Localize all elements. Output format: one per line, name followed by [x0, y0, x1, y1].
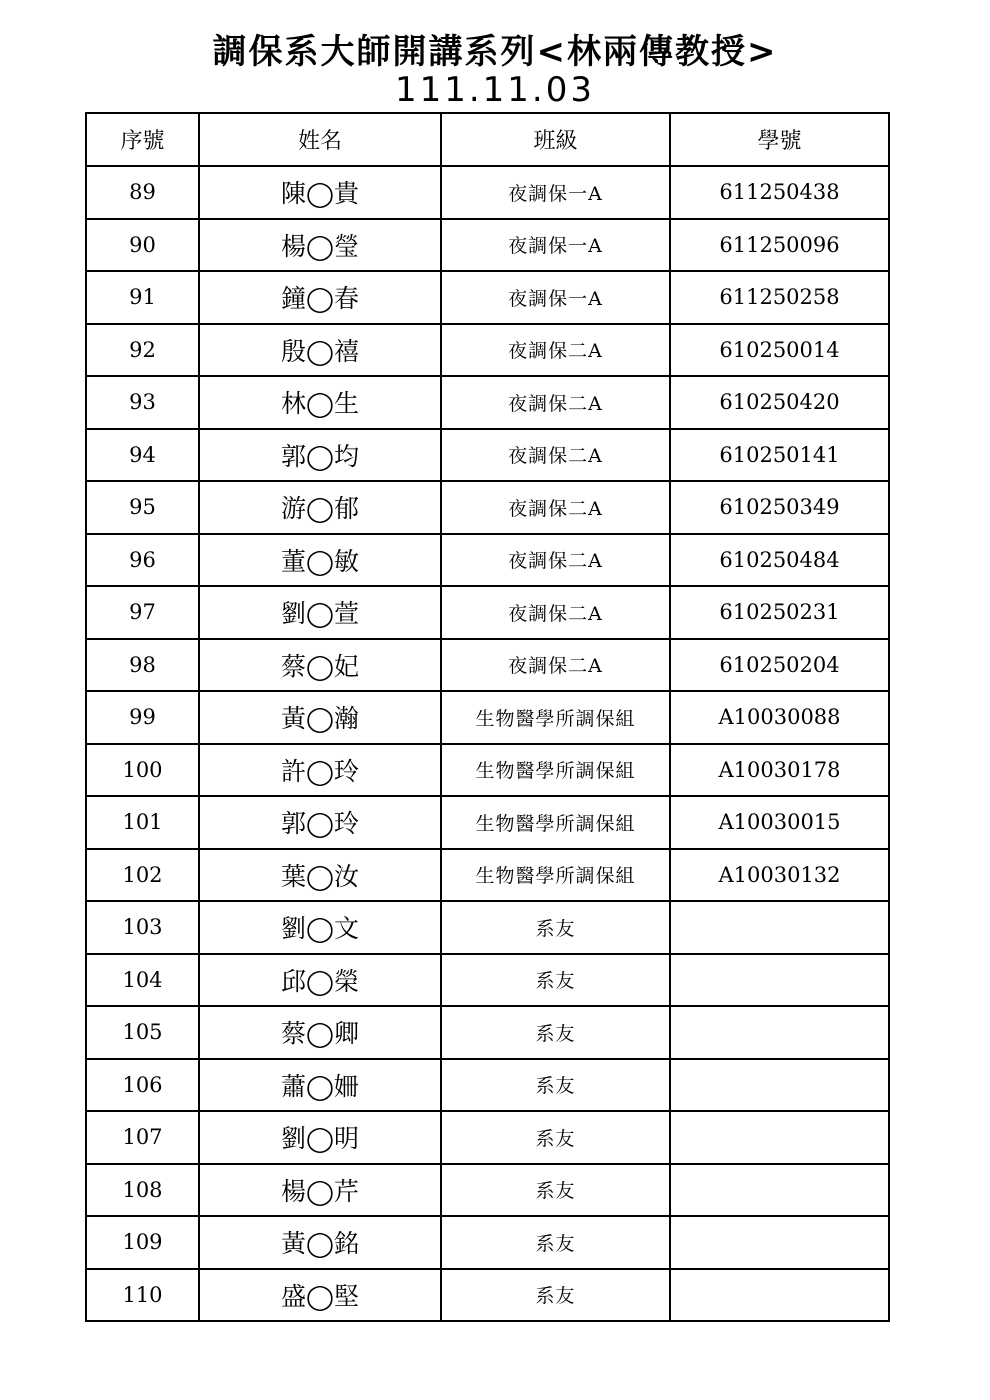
row-seq: 90	[86, 219, 199, 272]
table-row	[86, 901, 889, 954]
row-student-id	[670, 1059, 889, 1112]
row-seq: 105	[86, 1006, 199, 1059]
row-student-id: 610250141	[670, 429, 889, 482]
row-seq: 97	[86, 586, 199, 639]
row-seq: 94	[86, 429, 199, 482]
row-student-id: A10030132	[670, 849, 889, 902]
row-name: 游◯郁	[199, 481, 441, 534]
row-seq: 96	[86, 534, 199, 587]
table-row	[86, 796, 889, 849]
row-name: 陳◯貴	[199, 166, 441, 219]
row-class: 系友	[441, 1006, 670, 1059]
row-class: 夜調保二A	[441, 376, 670, 429]
row-seq: 99	[86, 691, 199, 744]
row-class: 夜調保二A	[441, 429, 670, 482]
row-class: 生物醫學所調保組	[441, 796, 670, 849]
table-row	[86, 691, 889, 744]
row-name: 黃◯銘	[199, 1216, 441, 1269]
table-row	[86, 954, 889, 1007]
table-body	[86, 166, 889, 1321]
row-student-id: 610250014	[670, 324, 889, 377]
row-student-id: 611250258	[670, 271, 889, 324]
row-seq: 91	[86, 271, 199, 324]
table-row	[86, 324, 889, 377]
row-class: 夜調保二A	[441, 586, 670, 639]
table-row	[86, 1164, 889, 1217]
row-student-id: 610250420	[670, 376, 889, 429]
row-class: 夜調保二A	[441, 324, 670, 377]
row-student-id: 610250231	[670, 586, 889, 639]
table-row	[86, 586, 889, 639]
table-row	[86, 639, 889, 692]
row-class: 夜調保一A	[441, 166, 670, 219]
row-student-id: A10030088	[670, 691, 889, 744]
page-title: 調保系大師開講系列<林兩傳教授>	[212, 32, 778, 72]
row-student-id: 610250484	[670, 534, 889, 587]
header-seq: 序號	[86, 113, 199, 166]
row-student-id: 610250349	[670, 481, 889, 534]
row-student-id	[670, 1269, 889, 1322]
row-class: 系友	[441, 1164, 670, 1217]
row-seq: 101	[86, 796, 199, 849]
row-name: 楊◯芹	[199, 1164, 441, 1217]
row-seq: 104	[86, 954, 199, 1007]
row-name: 蕭◯姍	[199, 1059, 441, 1112]
row-class: 夜調保二A	[441, 481, 670, 534]
header-student-id: 學號	[670, 113, 889, 166]
table-row	[86, 271, 889, 324]
table-row	[86, 849, 889, 902]
row-seq: 98	[86, 639, 199, 692]
table-row	[86, 376, 889, 429]
table-row	[86, 1269, 889, 1322]
row-class: 夜調保二A	[441, 534, 670, 587]
table-row	[86, 429, 889, 482]
row-name: 許◯玲	[199, 744, 441, 797]
row-seq: 89	[86, 166, 199, 219]
row-class: 系友	[441, 901, 670, 954]
row-student-id: 611250438	[670, 166, 889, 219]
attendance-table	[85, 112, 890, 1322]
row-seq: 92	[86, 324, 199, 377]
row-student-id	[670, 1111, 889, 1164]
row-class: 夜調保二A	[441, 639, 670, 692]
row-seq: 102	[86, 849, 199, 902]
table-row	[86, 1111, 889, 1164]
row-class: 夜調保一A	[441, 271, 670, 324]
row-seq: 103	[86, 901, 199, 954]
row-class: 系友	[441, 1111, 670, 1164]
row-class: 生物醫學所調保組	[441, 744, 670, 797]
table-row	[86, 744, 889, 797]
table-row	[86, 1216, 889, 1269]
row-name: 鐘◯春	[199, 271, 441, 324]
row-student-id	[670, 954, 889, 1007]
row-name: 林◯生	[199, 376, 441, 429]
table-row	[86, 1059, 889, 1112]
row-class: 系友	[441, 1269, 670, 1322]
row-name: 楊◯瑩	[199, 219, 441, 272]
row-student-id	[670, 1216, 889, 1269]
row-name: 劉◯文	[199, 901, 441, 954]
header-name: 姓名	[199, 113, 441, 166]
row-name: 蔡◯妃	[199, 639, 441, 692]
row-class: 系友	[441, 1059, 670, 1112]
row-name: 蔡◯卿	[199, 1006, 441, 1059]
row-seq: 93	[86, 376, 199, 429]
row-class: 系友	[441, 1216, 670, 1269]
row-seq: 100	[86, 744, 199, 797]
row-student-id: A10030015	[670, 796, 889, 849]
row-seq: 110	[86, 1269, 199, 1322]
row-class: 生物醫學所調保組	[441, 849, 670, 902]
row-seq: 106	[86, 1059, 199, 1112]
row-student-id	[670, 1006, 889, 1059]
table-row	[86, 219, 889, 272]
row-name: 葉◯汝	[199, 849, 441, 902]
row-name: 董◯敏	[199, 534, 441, 587]
row-name: 殷◯禧	[199, 324, 441, 377]
row-class: 生物醫學所調保組	[441, 691, 670, 744]
row-class: 夜調保一A	[441, 219, 670, 272]
row-student-id	[670, 1164, 889, 1217]
row-seq: 109	[86, 1216, 199, 1269]
table-row	[86, 166, 889, 219]
row-seq: 95	[86, 481, 199, 534]
table-row	[86, 1006, 889, 1059]
header-class: 班級	[441, 113, 670, 166]
row-name: 邱◯榮	[199, 954, 441, 1007]
row-name: 劉◯萱	[199, 586, 441, 639]
row-name: 郭◯玲	[199, 796, 441, 849]
row-student-id: 611250096	[670, 219, 889, 272]
row-name: 郭◯均	[199, 429, 441, 482]
table-row	[86, 534, 889, 587]
table-row	[86, 481, 889, 534]
row-name: 劉◯明	[199, 1111, 441, 1164]
row-class: 系友	[441, 954, 670, 1007]
row-student-id: 610250204	[670, 639, 889, 692]
row-student-id	[670, 901, 889, 954]
row-name: 盛◯堅	[199, 1269, 441, 1322]
row-student-id: A10030178	[670, 744, 889, 797]
row-name: 黃◯瀚	[199, 691, 441, 744]
row-seq: 108	[86, 1164, 199, 1217]
event-date: 111.11.03	[394, 70, 596, 110]
table-header-row	[86, 113, 889, 166]
row-seq: 107	[86, 1111, 199, 1164]
